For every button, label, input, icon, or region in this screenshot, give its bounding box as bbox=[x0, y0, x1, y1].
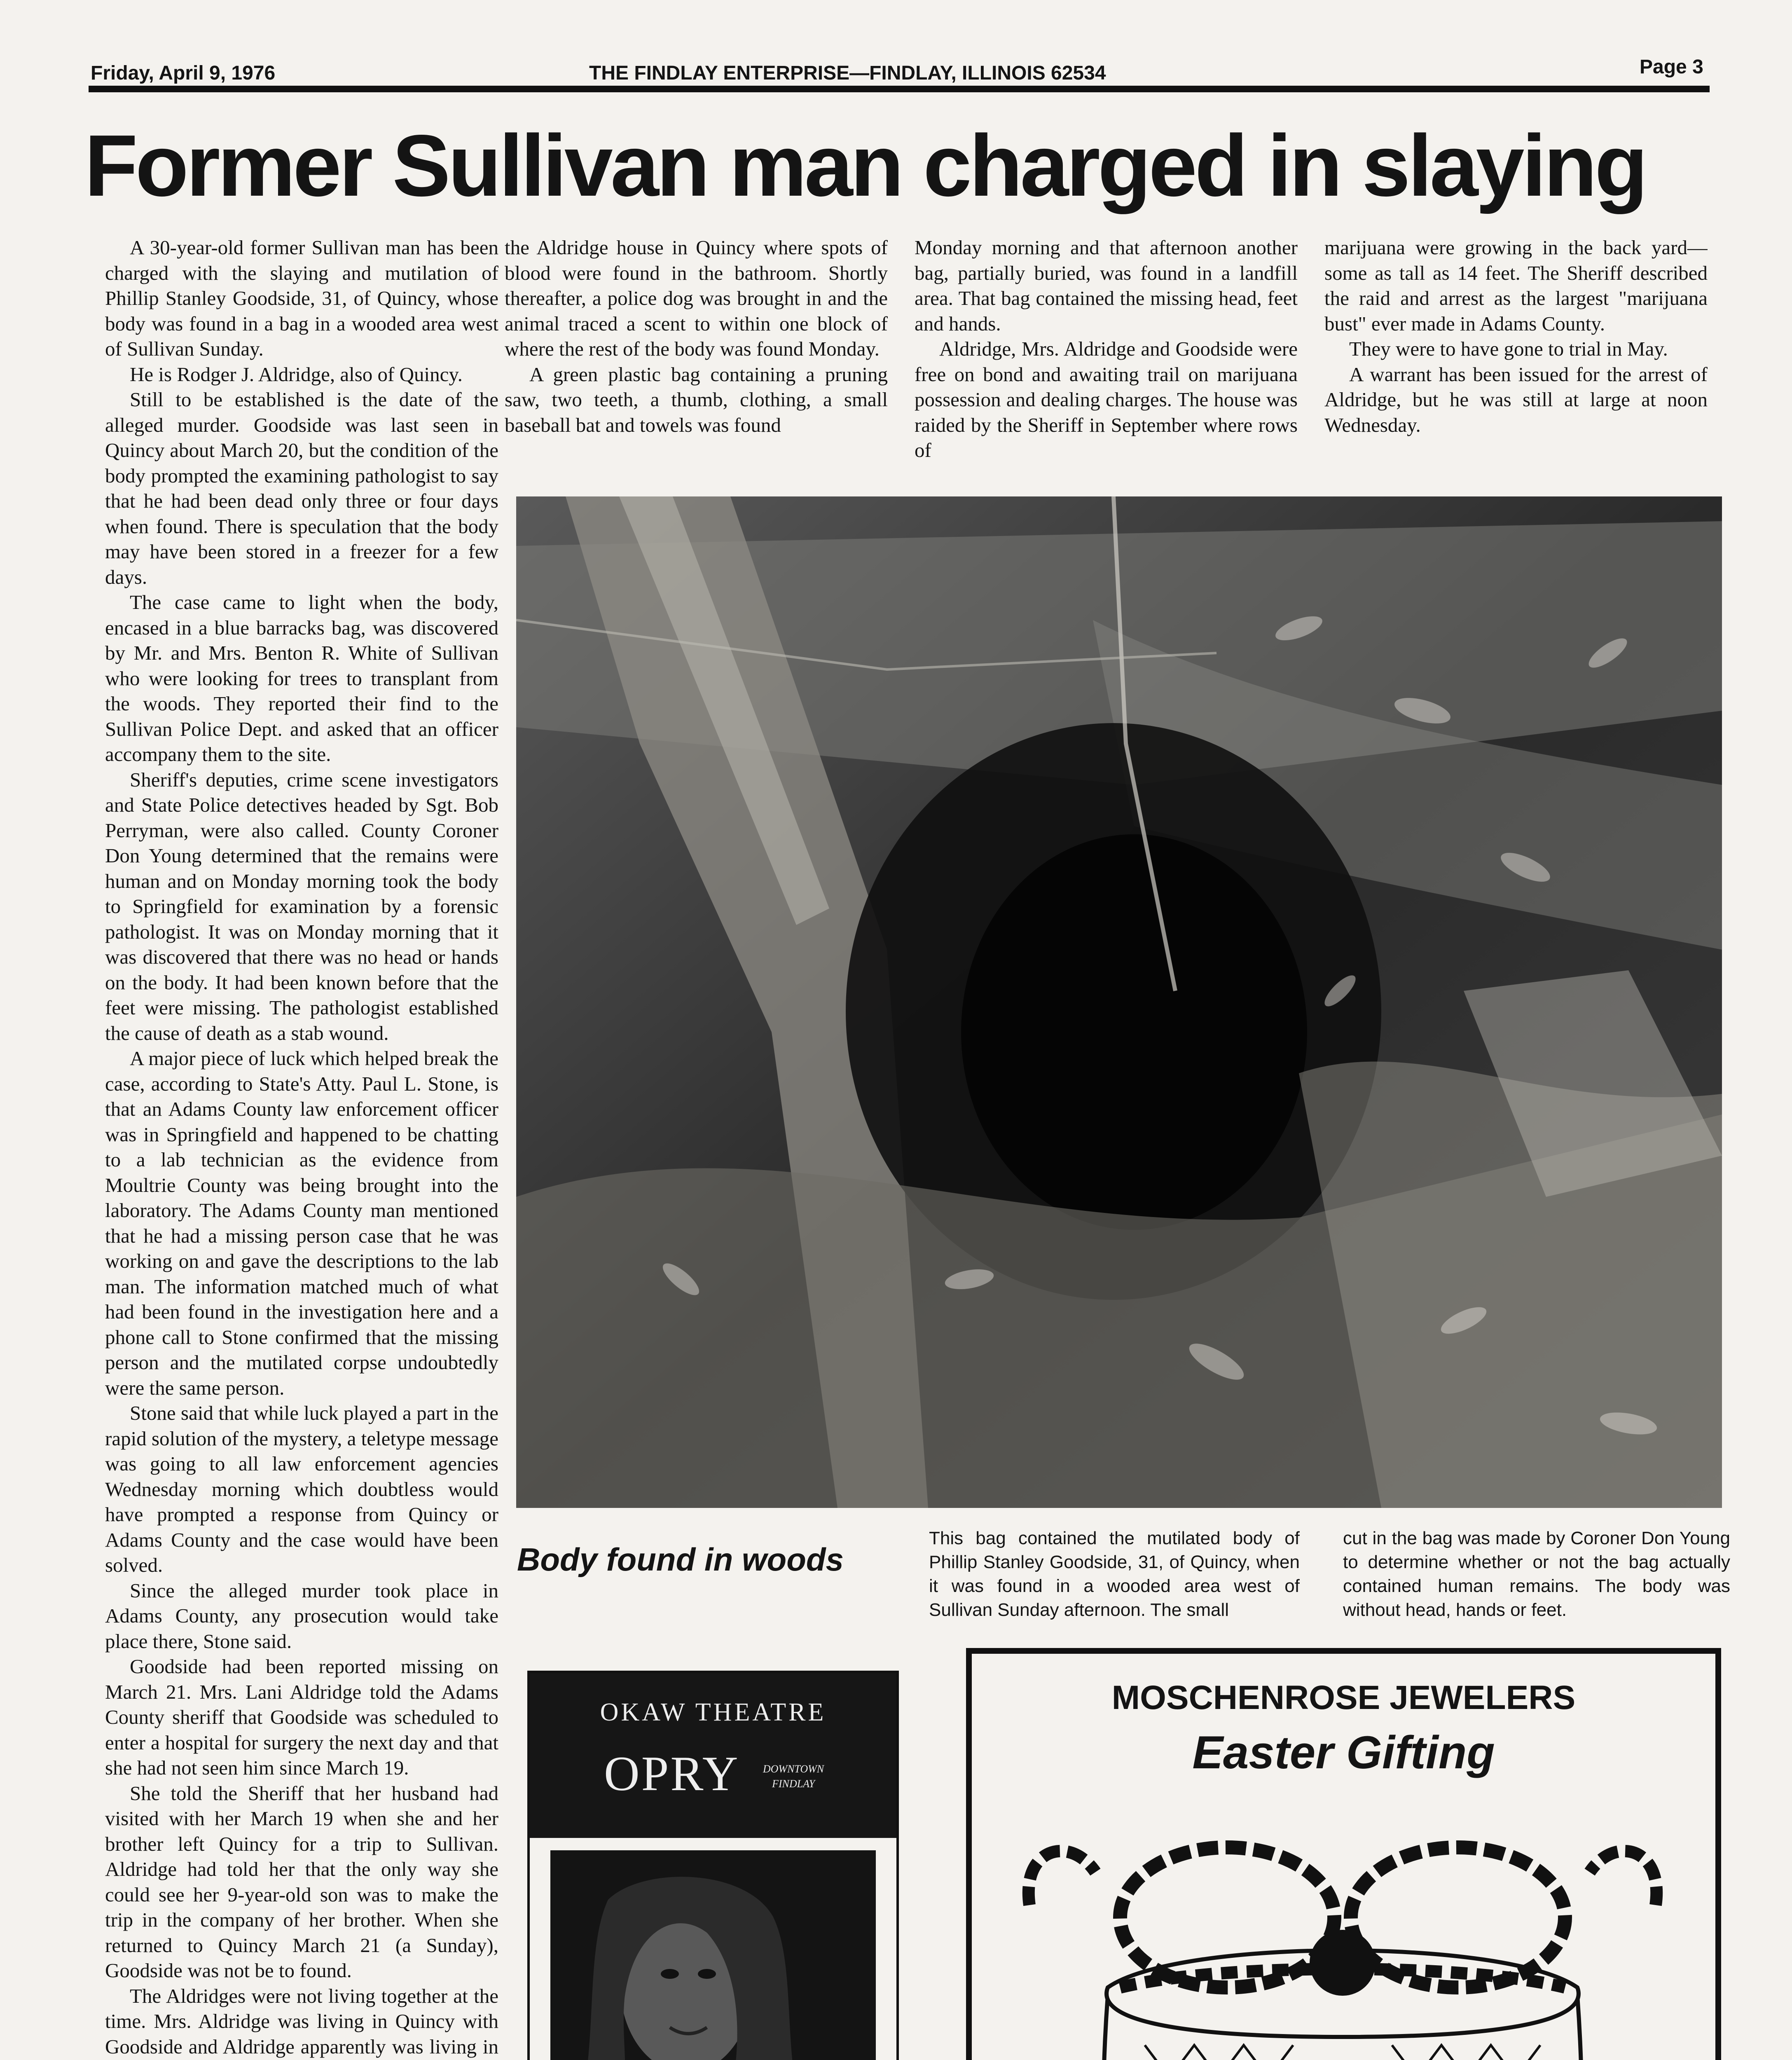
paragraph: Since the alleged murder took place in Adams County, any prosecution would take place there, Stone said. bbox=[105, 1579, 498, 1653]
header-page-number: Page 3 bbox=[1640, 56, 1703, 78]
opry-title: OPRY bbox=[604, 1746, 740, 1801]
photo-caption-title: Body found in woods bbox=[517, 1541, 844, 1578]
paragraph: A warrant has been issued for the arrest of Aldridge, but he was still at large at noon Wednesday. bbox=[1324, 363, 1708, 436]
ad-header-band bbox=[530, 1673, 896, 1838]
opry-location: DOWNTOWN FINDLAY bbox=[763, 1763, 824, 1790]
paragraph: The Aldridges were not living together at the time. Mrs. Aldridge was living in Quincy with Goodside and Aldridge apparently was living in bbox=[105, 1984, 498, 2058]
paragraph: Still to be established is the date of the alleged murder. Goodside was last seen in Quincy about March 20, but the condition of the body prompted the examining pathologist to say that he had been dead only three or four days when found. There is speculation that the body may have been stored in a freezer for a few days. bbox=[105, 388, 498, 588]
paragraph: She told the Sheriff that her husband had visited with her March 19 when she and her brother left Quincy for a trip to Sullivan. Aldridge had told her that the only way she could see her 9-year-old son was to make the trip in the company of her brother. When she returned to Quincy March 21 (a Sunday), Goodside was not be to found. bbox=[105, 1781, 498, 1982]
photo-caption-part-2: cut in the bag was made by Coroner Don Young to determine whether or not the bag actually contained human remains. The body was without head, hands or feet. bbox=[1343, 1528, 1730, 1620]
paragraph: A major piece of luck which helped break the case, according to State's Atty. Paul L. Stone, is that an Adams County law enforcement officer was in Springfield and happened to be chatting to a lab technician as the evidence from Moultrie County was being brought into the laboratory. The Adams County man mentioned that he had a missing person case that he was working on and gave the descriptions to the lab man. The information matched much of what had been found in the investigation here and a phone call to Stone confirmed that the missing person and the mutilated corpse undoubtedly were the same person. bbox=[105, 1047, 498, 1399]
header-date: Friday, April 9, 1976 bbox=[91, 62, 276, 84]
paragraph: marijuana were growing in the back yard—some as tall as 14 feet. The Sheriff described the raid and arrest as the largest "marijuana bust" ever made in Adams County. bbox=[1324, 236, 1708, 335]
ad-subtitle: Easter Gifting bbox=[1192, 1727, 1495, 1778]
paragraph: the Aldridge house in Quincy where spots of blood were found in the bathroom. Shortly thereafter, a police dog was brought in and the animal traced a scent to within one block of where the rest of the body was found Monday. bbox=[505, 236, 888, 360]
headline: Former Sullivan man charged in slaying bbox=[84, 117, 1646, 214]
paragraph: Goodside had been reported missing on March 21. Mrs. Lani Aldridge told the Adams County sheriff that Goodside was scheduled to enter a hospital for surgery the next day and that she had not seen him since March 19. bbox=[105, 1655, 498, 1779]
photo-caption-part-1: This bag contained the mutilated body of Phillip Stanley Goodside, 31, of Quincy, when it was found in a wooded area west of Sullivan Sunday afternoon. The small bbox=[929, 1528, 1300, 1620]
article-column-2 bbox=[505, 235, 888, 490]
paragraph: Stone said that while luck played a part in the rapid solution of the mystery, a teletype message was going to all law enforcement agencies Wednesday morning which doubtless would have prompted a response from Quincy or Adams County and the case would have been solved. bbox=[105, 1402, 498, 1576]
article-column-4 bbox=[1324, 235, 1708, 490]
ring-box-illustration bbox=[972, 1790, 1715, 2060]
article-column-3 bbox=[915, 235, 1298, 490]
paragraph: They were to have gone to trial in May. bbox=[1349, 337, 1668, 360]
paragraph: Sheriff's deputies, crime scene investigators and State Police detectives headed by Sgt. Bob Perryman, were also called. County Coroner Don Young determined that the remains were human and on Monday morning took the body to Springfield for examination by a forensic pathologist. It was on Monday morning that it was discovered that there was no head or hands on the body. It had been known before that the feet were missing. The pathologist established the cause of death as a stab wound. bbox=[105, 768, 498, 1044]
paragraph: He is Rodger J. Aldridge, also of Quincy. bbox=[130, 363, 463, 386]
theatre-name: OKAW THEATRE bbox=[600, 1698, 826, 1726]
header-rule bbox=[89, 86, 1710, 92]
paragraph: Aldridge, Mrs. Aldridge and Goodside were free on bond and awaiting trail on marijuana possession and dealing charges. The house was raided by the Sheriff in September where rows of bbox=[915, 337, 1298, 461]
okaw-theatre-ad bbox=[527, 1671, 899, 2060]
woods-photo bbox=[516, 496, 1722, 1508]
performer-photo bbox=[550, 1850, 876, 2060]
paragraph: Monday morning and that afternoon another bag, partially buried, was found in a landfill area. That bag contained the missing head, feet and hands. bbox=[915, 236, 1298, 335]
paragraph: A 30-year-old former Sullivan man has been charged with the slaying and mutilation of Phillip Stanley Goodside, 31, of Quincy, whose body was found in a bag in a wooded area west of Sullivan Sunday. bbox=[105, 236, 498, 360]
moschenrose-jewelers-ad bbox=[966, 1648, 1721, 2060]
paragraph: A green plastic bag containing a pruning saw, two teeth, a thumb, clothing, a small baseball bat and towels was found bbox=[505, 363, 888, 436]
ad-title: MOSCHENROSE JEWELERS bbox=[1111, 1679, 1576, 1716]
paragraph: The case came to light when the body, encased in a blue barracks bag, was discovered by Mr. and Mrs. Benton R. White of Sullivan who were looking for trees to transplant from the woods. They reported their find to the Sullivan Police Dept. and asked that an officer accompany them to the site. bbox=[105, 591, 498, 765]
article-column-1 bbox=[105, 235, 498, 2060]
header-paper-name: THE FINDLAY ENTERPRISE—FINDLAY, ILLINOIS 62534 bbox=[589, 62, 1106, 84]
